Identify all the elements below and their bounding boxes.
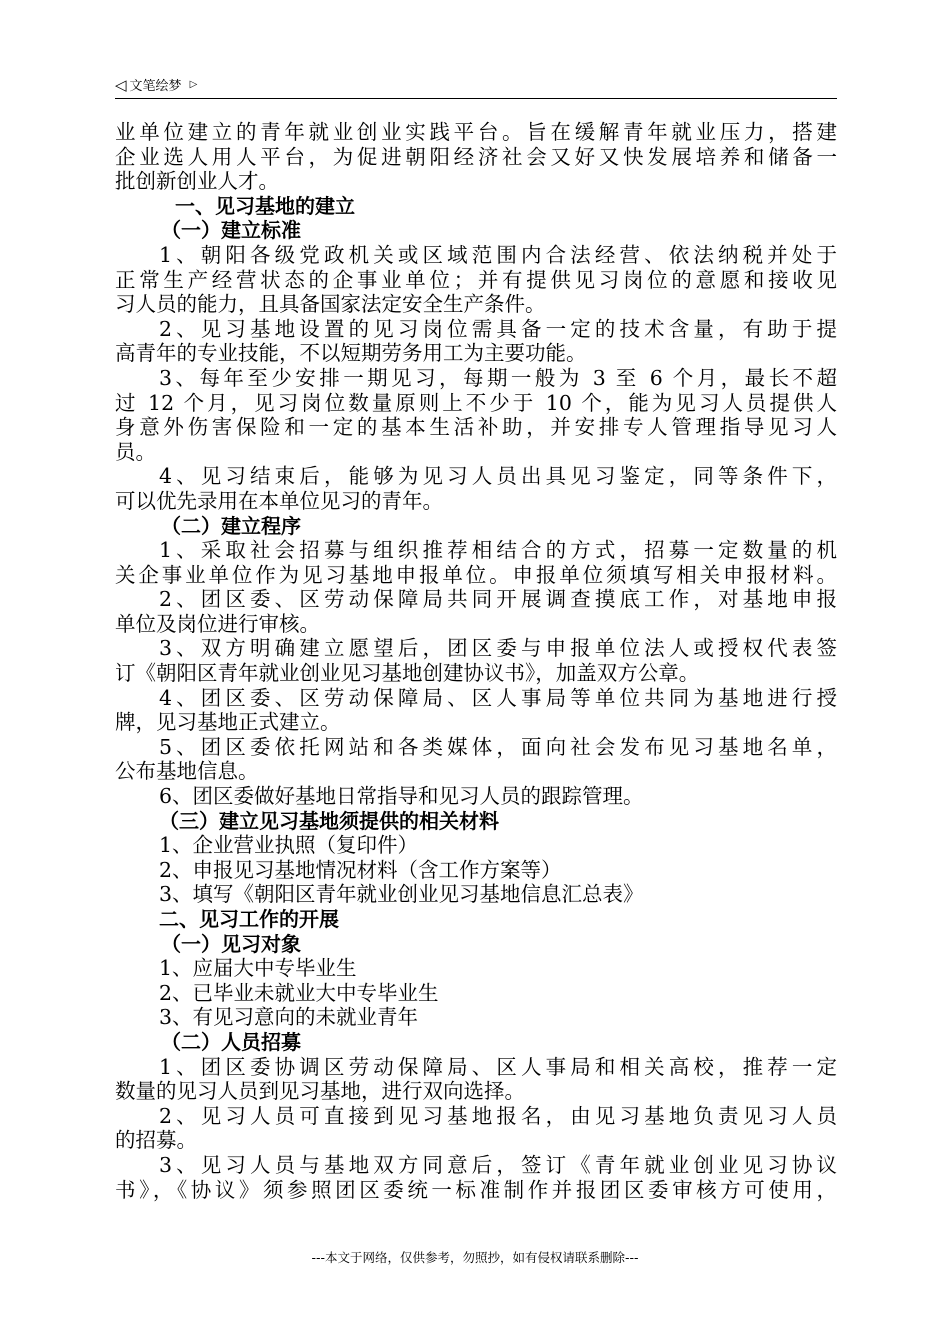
text-line: 2、申报见习基地情况材料（含工作方案等） — [159, 857, 562, 882]
text-line: 正常生产经营状态的企事业单位；并有提供见习岗位的意愿和接收见 — [115, 267, 837, 292]
right-triangle-icon: ▷ — [189, 79, 198, 90]
text-line: 2、团区委、区劳动保障局共同开展调查摸底工作，对基地申报 — [159, 587, 837, 612]
text-line: 3、每年至少安排一期见习，每期一般为 3 至 6 个月，最长不超 — [159, 365, 837, 390]
document-body — [115, 120, 837, 1202]
text-line: 可以优先录用在本单位见习的青年。 — [115, 488, 443, 513]
text-line: 的招募。 — [115, 1128, 197, 1153]
text-line: 6、团区委做好基地日常指导和见习人员的跟踪管理。 — [159, 784, 644, 809]
section-heading: （二）建立程序 — [161, 513, 301, 538]
text-line: 4、见习结束后，能够为见习人员出具见习鉴定，同等条件下， — [159, 464, 837, 489]
section-heading: 二、见习工作的开展 — [159, 907, 339, 931]
text-line: 1、企业营业执照（复印件） — [159, 833, 419, 858]
text-line: 5、团区委依托网站和各类媒体，面向社会发布见习基地名单， — [159, 734, 837, 759]
text-line: 3、填写《朝阳区青年就业创业见习基地信息汇总表》 — [159, 882, 644, 907]
section-heading: 一、见习基地的建立 — [175, 193, 355, 218]
text-line: 3、见习人员与基地双方同意后，签订《青年就业创业见习协议 — [159, 1152, 837, 1177]
text-line: 高青年的专业技能，不以短期劳务用工为主要功能。 — [115, 341, 587, 366]
header-title: 文笔绘梦 — [129, 79, 182, 94]
header-title-group — [115, 75, 197, 94]
section-heading: （二）人员招募 — [161, 1029, 301, 1054]
text-line: 3、双方明确建立愿望后，团区委与申报单位法人或授权代表签 — [159, 636, 837, 661]
text-line: 4、团区委、区劳动保障局、区人事局等单位共同为基地进行授 — [159, 685, 837, 710]
text-line: 2、见习基地设置的见习岗位需具备一定的技术含量，有助于提 — [159, 316, 837, 341]
text-line: 批创新创业人才。 — [115, 169, 279, 194]
text-line: 1、应届大中专毕业生 — [159, 956, 357, 981]
page-header — [115, 72, 837, 99]
text-line: 习人员的能力，且具备国家法定安全生产条件。 — [115, 292, 546, 317]
section-heading: （一）见习对象 — [161, 931, 301, 956]
text-line: 公布基地信息。 — [115, 759, 259, 784]
text-line: 身意外伤害保险和一定的基本生活补助，并安排专人管理指导见习人 — [115, 415, 837, 440]
text-line: 员。 — [115, 439, 156, 464]
text-line: 关企事业单位作为见习基地申报单位。申报单位须填写相关申报材料。 — [115, 562, 837, 587]
text-line: 书》，《协议》须参照团区委统一标准制作并报团区委审核方可使用， — [115, 1177, 837, 1202]
section-heading: （一）建立标准 — [161, 218, 301, 243]
text-line: 企业选人用人平台，为促进朝阳经济社会又好又快发展培养和储备一 — [115, 144, 837, 169]
text-line: 牌，见习基地正式建立。 — [115, 710, 341, 735]
left-triangle-icon: ◁ — [115, 75, 127, 94]
text-line: 数量的见习人员到见习基地，进行双向选择。 — [115, 1079, 525, 1104]
text-line: 订《朝阳区青年就业创业见习基地创建协议书》，加盖双方公章。 — [115, 661, 700, 686]
text-line: 1、采取社会招募与组织推荐相结合的方式，招募一定数量的机 — [159, 538, 837, 563]
text-line: 单位及岗位进行审核。 — [115, 611, 320, 636]
text-line: 3、有见习意向的未就业青年 — [159, 1005, 419, 1030]
text-line: 过 12 个月，见习岗位数量原则上不少于 10 个，能为见习人员提供人 — [115, 390, 837, 415]
text-line: 业单位建立的青年就业创业实践平台。旨在缓解青年就业压力，搭建 — [115, 120, 837, 144]
text-line: 1、朝阳各级党政机关或区域范围内合法经营、依法纳税并处于 — [159, 242, 837, 267]
text-line: 2、见习人员可直接到见习基地报名，由见习基地负责见习人员 — [159, 1103, 837, 1128]
text-line: 1、团区委协调区劳动保障局、区人事局和相关高校，推荐一定 — [159, 1054, 837, 1079]
section-heading: （三）建立见习基地须提供的相关材料 — [159, 808, 499, 833]
text-line: 2、已毕业未就业大中专毕业生 — [159, 980, 439, 1005]
page-footer: ---本文于网络，仅供参考，勿照抄，如有侵权请联系删除--- — [311, 1250, 639, 1265]
